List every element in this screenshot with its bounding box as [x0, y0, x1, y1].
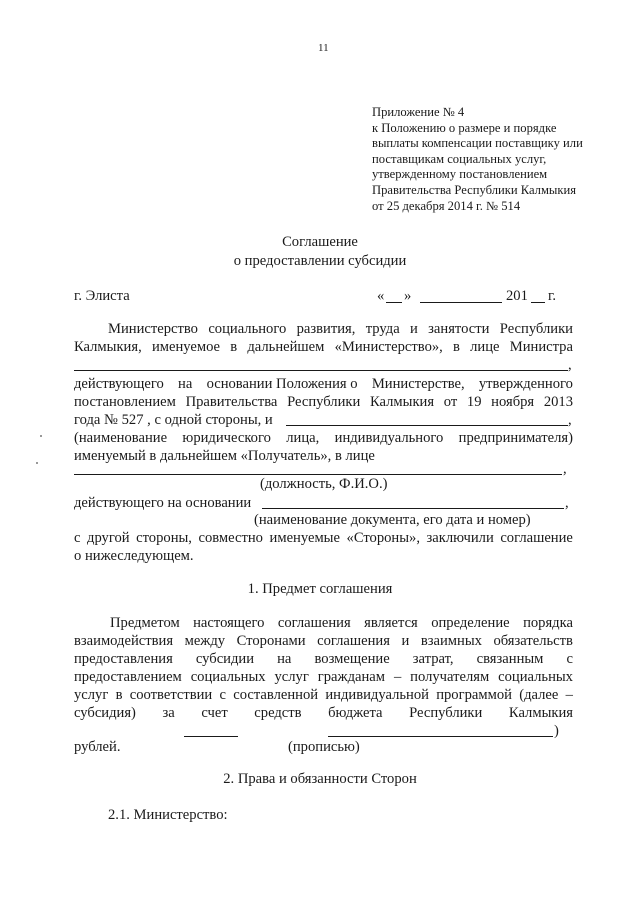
word: именуемые — [269, 530, 340, 546]
annex-line: Приложение № 4 — [372, 105, 465, 119]
comma: , — [568, 412, 572, 428]
word: в — [115, 687, 123, 703]
word: социальных — [190, 669, 266, 685]
word: соглашения — [317, 633, 390, 649]
closing-paren: ) — [554, 723, 559, 739]
word: и — [401, 633, 410, 649]
word: Республики — [287, 394, 361, 410]
word: социальных — [498, 669, 573, 685]
word: составленной — [233, 687, 319, 703]
word: Республики — [409, 705, 483, 721]
word: Правительства — [185, 394, 278, 410]
basis-doc-blank — [262, 508, 564, 509]
word: «Министерство», — [334, 339, 443, 355]
word: Республики — [499, 321, 573, 337]
intro-line-2 — [74, 338, 573, 356]
word: в — [453, 339, 460, 355]
word: является — [364, 615, 418, 631]
word: взаимодействия — [74, 633, 174, 649]
word: (наименование — [74, 430, 168, 446]
word: соответствии — [129, 687, 213, 703]
word: 19 — [466, 394, 482, 410]
year-prefix: 201 — [506, 288, 528, 304]
amount-words-blank — [328, 736, 553, 737]
word: лице — [470, 339, 500, 355]
intro-line-1 — [108, 320, 573, 338]
position-fio-caption: (должность, Ф.И.О.) — [260, 476, 388, 492]
word: действующего — [74, 376, 164, 392]
doc-subtitle: о предоставлении субсидии — [233, 253, 407, 269]
word: предпринимателя) — [458, 430, 573, 446]
word: 2013 — [543, 394, 573, 410]
word: стороны, — [136, 530, 192, 546]
word: совместно — [198, 530, 263, 546]
month-blank — [420, 302, 502, 303]
word: между — [184, 633, 226, 649]
word: предоставлением — [74, 669, 182, 685]
word: занятости — [428, 321, 490, 337]
word: определение — [431, 615, 510, 631]
annex-line: от 25 декабря 2014 г. № 514 — [372, 198, 521, 213]
intro-line-14: о нижеследующем. — [74, 548, 194, 564]
scan-speck — [36, 462, 38, 464]
word: счет — [201, 705, 228, 721]
in-words-caption: (прописью) — [288, 739, 360, 755]
basis-doc-caption: (наименование документа, его дата и номер) — [254, 512, 531, 528]
word: затрат, — [412, 651, 454, 667]
section1-line-5 — [74, 686, 573, 704]
word: настоящего — [193, 615, 265, 631]
page-number: 11 — [318, 42, 329, 54]
intro-line-7 — [74, 429, 573, 447]
word: Сторонами — [236, 633, 306, 649]
word: получателям — [410, 669, 490, 685]
word: связанным — [476, 651, 544, 667]
annex-line: поставщикам социальных услуг, — [372, 151, 547, 166]
annex-line: к Положению о размере и порядке — [372, 120, 557, 135]
word: с — [74, 530, 81, 546]
year-blank — [531, 302, 545, 303]
minister-name-blank — [74, 370, 568, 371]
word: обязательств — [493, 633, 573, 649]
doc-title: Соглашение — [282, 234, 358, 250]
word: Калмыкия — [369, 394, 435, 410]
word: от — [443, 394, 458, 410]
word: – — [393, 669, 402, 685]
word: утвержденного — [478, 376, 573, 392]
word: основании Положения о — [206, 376, 358, 392]
word: юридического — [182, 430, 271, 446]
word: порядка — [523, 615, 573, 631]
clause-2-1: 2.1. Министерство: — [108, 807, 228, 823]
intro-line-8: именуемый в дальнейшем «Получатель», в лице — [74, 448, 375, 464]
annex-line: выплаты компенсации поставщику или — [372, 136, 583, 151]
word: гражданам — [317, 669, 386, 685]
section1-line-6 — [74, 704, 573, 722]
scan-speck — [40, 435, 42, 437]
day-blank — [386, 302, 402, 303]
word: за — [162, 705, 175, 721]
word: взаимных — [420, 633, 482, 649]
word: ноября — [491, 394, 535, 410]
section-1-heading: 1. Предмет соглашения — [247, 581, 393, 597]
word: лица, — [286, 430, 320, 446]
word: субсидия) — [74, 705, 136, 721]
word: Калмыкия, — [74, 339, 142, 355]
word: постановлением — [74, 394, 176, 410]
word: индивидуальной — [325, 687, 429, 703]
word: с — [219, 687, 226, 703]
intro-line-13 — [74, 529, 573, 547]
word: Калмыкия — [508, 705, 573, 721]
word: заключили — [426, 530, 494, 546]
word: с — [566, 651, 573, 667]
annex-line: Правительства Республики Калмыкия — [372, 182, 577, 197]
word: программой — [436, 687, 512, 703]
intro-line-6: года № 527 , с одной стороны, и — [74, 412, 273, 428]
word: социального — [208, 321, 287, 337]
section-2-heading: 2. Права и обязанности Сторон — [223, 771, 417, 787]
comma: , — [563, 461, 567, 477]
annex-line: утвержденному постановлением — [372, 167, 548, 182]
year-suffix: г. — [548, 288, 556, 304]
section1-line-3 — [74, 650, 573, 668]
section1-line-4 — [74, 668, 573, 686]
word: бюджета — [328, 705, 383, 721]
word: на — [178, 376, 193, 392]
recipient-name-blank — [286, 425, 568, 426]
word: Министерстве, — [371, 376, 465, 392]
word: – — [565, 687, 573, 703]
comma: , — [565, 495, 569, 511]
word: в — [230, 339, 238, 355]
intro-line-5 — [74, 393, 573, 411]
word: средств — [254, 705, 302, 721]
word: предоставления — [74, 651, 173, 667]
word: труда — [365, 321, 400, 337]
date-open-quote: « — [377, 288, 385, 304]
word: дальнейшем — [247, 339, 325, 355]
word: Министра — [509, 339, 573, 355]
word: соглашения — [277, 615, 351, 631]
rubles-label: рублей. — [74, 739, 121, 755]
amount-digits-blank — [184, 736, 238, 737]
word: другой — [87, 530, 130, 546]
word: Министерство — [108, 321, 198, 337]
word: на — [277, 651, 292, 667]
comma: , — [568, 357, 572, 373]
intro-line-4 — [74, 375, 573, 393]
word: субсидии — [195, 651, 255, 667]
word: развития, — [296, 321, 356, 337]
annex-block — [372, 105, 612, 214]
word: услуг — [74, 687, 109, 703]
intro-line-11: действующего на основании — [74, 495, 252, 511]
word: услуг — [274, 669, 309, 685]
word: соглашение — [500, 530, 573, 546]
section1-line-1 — [110, 614, 573, 632]
word: именуемое — [151, 339, 221, 355]
word: Предметом — [110, 615, 180, 631]
word: возмещение — [314, 651, 390, 667]
section1-line-2 — [74, 632, 573, 650]
word: и — [410, 321, 418, 337]
word: (далее — [519, 687, 559, 703]
word: «Стороны», — [346, 530, 420, 546]
date-close-quote: » — [404, 288, 412, 304]
city: г. Элиста — [74, 288, 130, 304]
word: индивидуального — [334, 430, 444, 446]
